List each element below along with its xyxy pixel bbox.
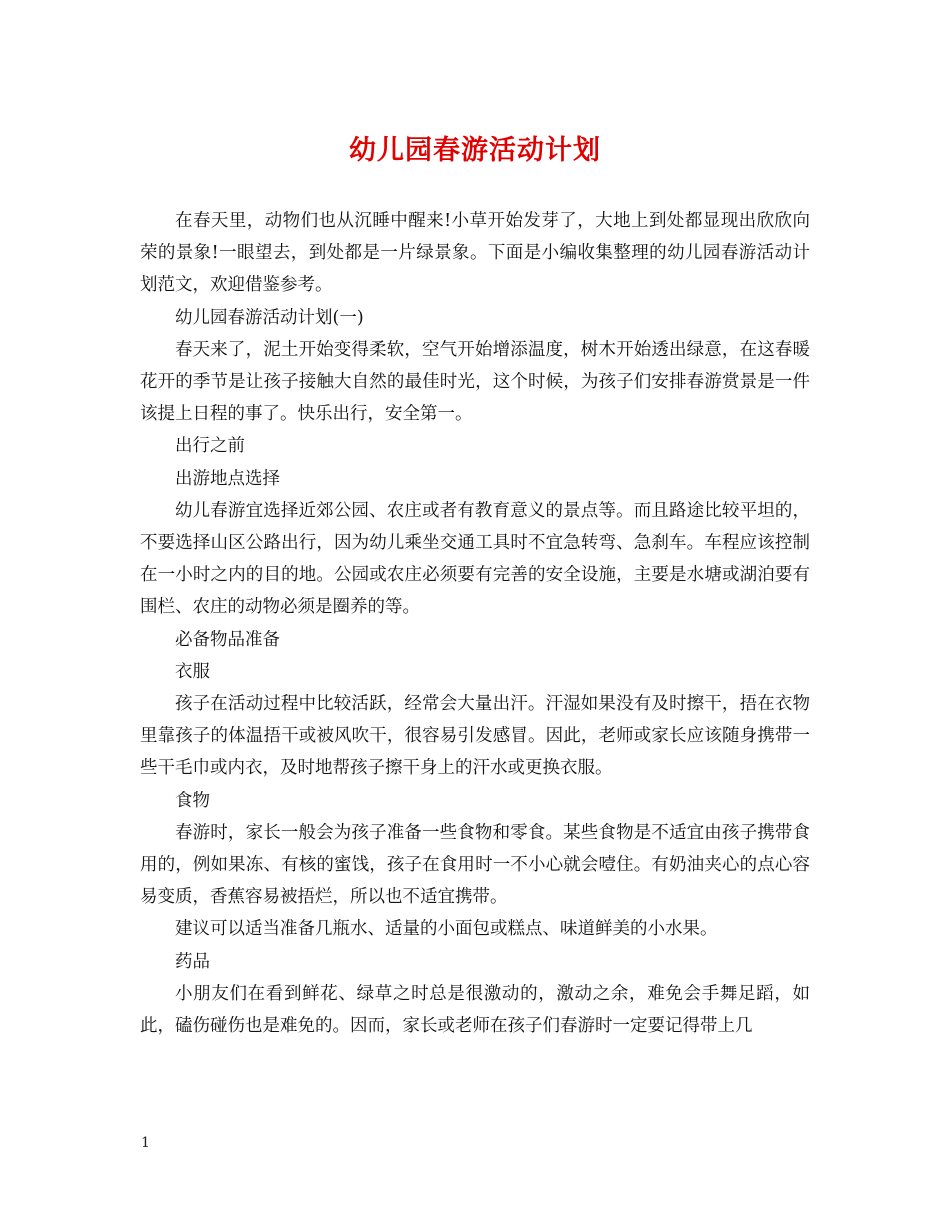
- section-heading-medicine: 药品: [175, 951, 210, 972]
- document-title: 幼儿园春游活动计划: [349, 135, 601, 166]
- section-heading-plan-1: 幼儿园春游活动计划(一): [175, 307, 364, 328]
- paragraph-food: 春游时，家长一般会为孩子准备一些食物和零食。某些食物是不适宜由孩子携带食用的，例如果冻、有核的蜜饯，孩子在食用时一不小心就会噎住。有奶油夹心的点心容易变质，香蕉容易被捂烂，所以也不适宜携带。: [140, 822, 810, 908]
- paragraph-food-suggestion: 建议可以适当准备几瓶水、适量的小面包或糕点、味道鲜美的小水果。: [175, 919, 718, 940]
- section-heading-clothes: 衣服: [175, 661, 210, 682]
- section-heading-supplies: 必备物品准备: [175, 629, 280, 650]
- document-body: [140, 205, 810, 1042]
- section-heading-before-trip: 出行之前: [175, 436, 245, 457]
- page-number: 1: [141, 1135, 150, 1151]
- paragraph-location: 幼儿春游宜选择近郊公园、农庄或者有教育意义的景点等。而且路途比较平坦的，不要选择山区公路出行，因为幼儿乘坐交通工具时不宜急转弯、急刹车。车程应该控制在一小时之内的目的地。公园或农庄必须要有完善的安全设施，主要是水塘或湖泊要有围栏、农庄的动物必须是圈养的等。: [140, 500, 810, 618]
- section-heading-food: 食物: [175, 790, 210, 811]
- paragraph-intro: 在春天里，动物们也从沉睡中醒来!小草开始发芽了，大地上到处都显现出欣欣向荣的景象!一眼望去，到处都是一片绿景象。下面是小编收集整理的幼儿园春游活动计划范文，欢迎借鉴参考。: [140, 211, 810, 296]
- paragraph-spring: 春天来了，泥土开始变得柔软，空气开始增添温度，树木开始透出绿意，在这春暖花开的季节是让孩子接触大自然的最佳时光，这个时候，为孩子们安排春游赏景是一件该提上日程的事了。快乐出行，安全第一。: [140, 339, 810, 425]
- paragraph-clothes: 孩子在活动过程中比较活跃，经常会大量出汗。汗湿如果没有及时擦干，捂在衣物里靠孩子的体温捂干或被风吹干，很容易引发感冒。因此，老师或家长应该随身携带一些干毛巾或内衣，及时地帮孩子擦干身上的汗水或更换衣服。: [140, 694, 810, 779]
- section-heading-location: 出游地点选择: [175, 468, 280, 489]
- paragraph-medicine: 小朋友们在看到鲜花、绿草之时总是很激动的，激动之余，难免会手舞足蹈，如此，磕伤碰伤也是难免的。因而，家长或老师在孩子们春游时一定要记得带上几: [140, 983, 810, 1037]
